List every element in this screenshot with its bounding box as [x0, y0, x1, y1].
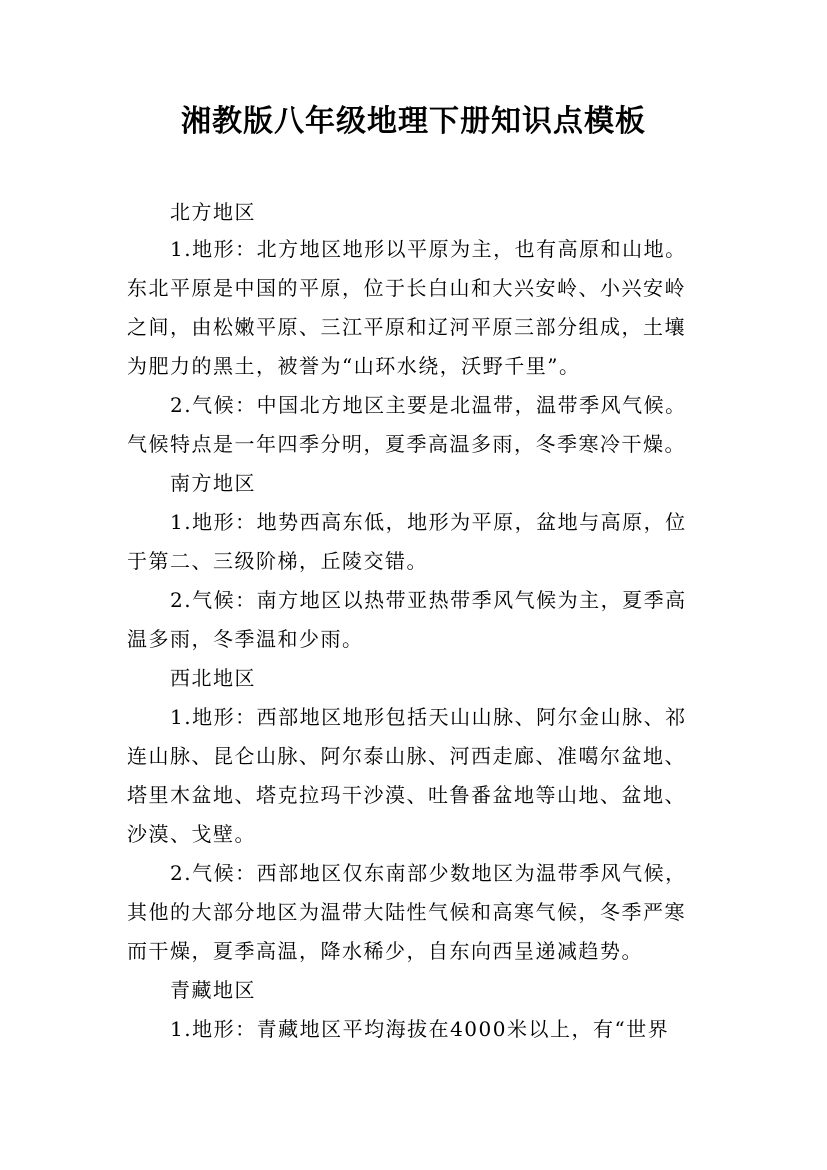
paragraph-line: 1.地形：西部地区地形包括天山山脉、阿尔金山脉、祁 [170, 705, 687, 729]
paragraph-line: 东北平原是中国的平原，位于长白山和大兴安岭、小兴安岭 [127, 276, 686, 300]
paragraph-line: 为肥力的黑土，被誉为“山环水绕，沃野千里”。 [127, 354, 581, 378]
paragraph-line: 气候特点是一年四季分明，夏季高温多雨，冬季寒冷干燥。 [127, 432, 686, 456]
paragraph-line: 温多雨，冬季温和少雨。 [127, 627, 364, 651]
paragraph-line: 1.地形：地势西高东低，地形为平原，盆地与高原，位 [170, 510, 687, 534]
paragraph-line: 2.气候：西部地区仅东南部少数地区为温带季风气候， [170, 861, 687, 885]
paragraph-line: 之间，由松嫩平原、三江平原和辽河平原三部分组成，土壤 [127, 315, 686, 339]
paragraph-line: 而干燥，夏季高温，降水稀少，自东向西呈递减趋势。 [127, 939, 643, 963]
document-title: 湘教版八年级地理下册知识点模板 [181, 104, 646, 139]
paragraph-line: 1.地形：青藏地区平均海拔在4000米以上，有“世界 [170, 1017, 670, 1041]
paragraph-line: 其他的大部分地区为温带大陆性气候和高寒气候，冬季严寒 [127, 900, 686, 924]
section-heading-qingzang: 青藏地区 [170, 978, 256, 1002]
paragraph-line: 沙漠、戈壁。 [127, 822, 256, 846]
paragraph-line: 2.气候：中国北方地区主要是北温带，温带季风气候。 [170, 393, 687, 417]
section-heading-north: 北方地区 [170, 200, 256, 224]
section-heading-northwest: 西北地区 [170, 666, 256, 690]
section-heading-south: 南方地区 [170, 471, 256, 495]
paragraph-line: 1.地形：北方地区地形以平原为主，也有高原和山地。 [170, 237, 687, 261]
paragraph-line: 于第二、三级阶梯，丘陵交错。 [127, 549, 428, 573]
paragraph-line: 连山脉、昆仑山脉、阿尔泰山脉、河西走廊、准噶尔盆地、 [127, 744, 686, 768]
paragraph-line: 塔里木盆地、塔克拉玛干沙漠、吐鲁番盆地等山地、盆地、 [127, 783, 686, 807]
paragraph-line: 2.气候：南方地区以热带亚热带季风气候为主，夏季高 [170, 588, 687, 612]
